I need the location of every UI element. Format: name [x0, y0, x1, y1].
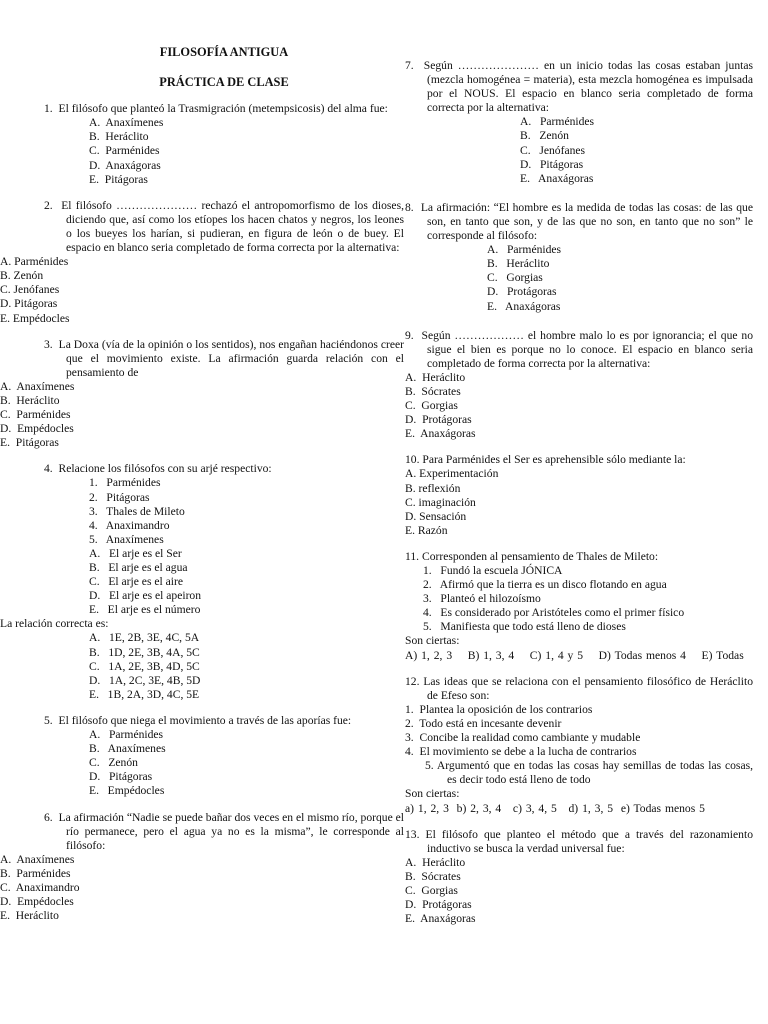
- question-text: El filósofo ………………… rechazó el antropomorfismo de los dioses, diciendo que, así como los etíopes los hacen chatos y negros, los leones o los bueyes los harían, si pudieran, en figura de león o de buey. El espacio en blanco seria completado de forma correcta por la alternativa:: [61, 198, 404, 255]
- option-e: E. Anaxágoras: [487, 299, 561, 313]
- option-d: D. Pitágoras: [520, 157, 584, 171]
- question-11: [405, 550, 753, 663]
- arche-item: B. El arje es el agua: [89, 561, 188, 574]
- question-number: 5.: [44, 713, 53, 727]
- statement-list: [405, 703, 753, 759]
- question-number: 3.: [44, 337, 53, 351]
- question-5: [44, 714, 404, 799]
- option-list: [405, 243, 753, 313]
- statement-item: 3. Concibe la realidad como cambiante y mudable: [405, 731, 641, 745]
- question-text: Según ……………… el hombre malo lo es por ignorancia; el que no sigue el bien es porque no lo conoce. El espacio en blanco seria completado de forma correcta por la alternativa:: [421, 328, 754, 370]
- philosopher-item: 5. Anaxímenes: [89, 532, 164, 546]
- question-6: [0, 810, 405, 924]
- option-d: D. Anaxágoras: [89, 158, 161, 172]
- arche-item: E. El arje es el número: [89, 603, 201, 617]
- option-c: C. Jenófanes: [520, 143, 586, 157]
- philosopher-item: 3. Thales de Mileto: [89, 504, 185, 518]
- option-list: [44, 728, 404, 798]
- answer-prompt: Son ciertas:: [405, 787, 460, 801]
- option-c: C. Anaximandro: [0, 880, 80, 894]
- question-text: Las ideas que se relaciona con el pensamiento filosófico de Heráclito de Efeso son:: [423, 674, 753, 702]
- option-b: B. 1D, 2E, 3B, 4A, 5C: [89, 645, 200, 659]
- option-e: E. Razón: [405, 523, 448, 537]
- option-b: B. reflexión: [405, 481, 461, 495]
- option-a: A. Heráclito: [405, 370, 466, 384]
- question-number: 10.: [405, 453, 420, 467]
- right-column: [405, 59, 753, 926]
- question-text: La afirmación: “El hombre es la medida de todas las cosas: de las que son, en tanto que son, y de las que no son, en tanto que no son” le corresponde al filósofo:: [420, 200, 753, 243]
- document-subtitle: PRÁCTICA DE CLASE: [159, 75, 289, 90]
- option-b: B. Sócrates: [405, 384, 461, 398]
- option-c: C. 1A, 2E, 3B, 4D, 5C: [89, 659, 200, 673]
- option-list: [405, 371, 753, 441]
- question-text: Para Parménides el Ser es aprehensible sólo mediante la:: [422, 453, 686, 467]
- arche-item: D. El arje es el apeiron: [89, 589, 202, 603]
- statement-item: 3. Planteó el hilozoísmo: [423, 592, 541, 606]
- option-a: A. 1E, 2B, 3E, 4C, 5A: [89, 631, 200, 645]
- question-text: El filósofo que planteó la Trasmigración (metempsicosis) del alma fue:: [58, 102, 388, 116]
- question-text: El filósofo que planteo el método que a través del razonamiento inductivo se busca la verdad universal fue:: [425, 827, 753, 855]
- question-number: 2.: [44, 198, 53, 212]
- option-c: C. imaginación: [405, 495, 476, 509]
- option-c: C. Parménides: [89, 144, 160, 158]
- question-text: Relacione los filósofos con su arjé respectivo:: [58, 462, 272, 476]
- question-text: La afirmación “Nadie se puede bañar dos veces en el mismo río, porque el río permanece, pero el agua ya no es la misma”, le corresponde al filósofo:: [58, 810, 405, 852]
- answer-prompt: Son ciertas:: [405, 634, 460, 648]
- question-9: [405, 329, 753, 442]
- option-c: C. Jenófanes: [0, 283, 60, 297]
- question-text: Según ………………… en un inicio todas las cosas estaban juntas (mezcla homogénea = materia), esta mezcla homogénea es impulsada por el NOUS. El espacio en blanco seria completado de forma correcta por la alternativa:: [423, 59, 754, 115]
- statement-item: 2. Todo está en incesante devenir: [405, 716, 562, 730]
- question-number: 7.: [405, 59, 414, 72]
- option-d: D. Empédocles: [0, 895, 74, 909]
- question-number: 9.: [405, 328, 414, 342]
- question-number: 13.: [405, 827, 420, 841]
- option-a: A. Parménides: [0, 255, 69, 269]
- option-d: D. Pitágoras: [0, 297, 58, 311]
- option-e: E. Empédocles: [0, 311, 70, 325]
- option-list: [405, 115, 753, 185]
- option-d: D. Sensación: [405, 509, 467, 523]
- question-number: 12.: [405, 674, 420, 688]
- option-list: [0, 852, 404, 923]
- option-d: D. Pitágoras: [89, 770, 153, 784]
- option-b: B. Parménides: [0, 866, 71, 880]
- question-4: [0, 462, 404, 702]
- option-a: A. Heráclito: [405, 855, 466, 869]
- question-text: La Doxa (vía de la opinión o los sentidos), nos engañan haciéndonos creer que el movimiento existe. La afirmación guarda relación con el pensamiento de: [58, 337, 405, 379]
- statement-item: 5. Manifiesta que todo está lleno de dioses: [423, 620, 626, 634]
- option-d: D. 1A, 2C, 3E, 4B, 5D: [89, 673, 201, 687]
- option-a: A. Experimentación: [405, 467, 499, 481]
- option-c: C. Zenón: [89, 756, 138, 770]
- option-e: E. 1B, 2A, 3D, 4C, 5E: [89, 687, 200, 701]
- option-e: E. Pitágoras: [89, 172, 148, 186]
- left-column: [0, 45, 405, 923]
- option-b: B. Heráclito: [0, 393, 60, 407]
- option-a: A. Parménides: [487, 243, 562, 257]
- option-a: A. Anaxímenes: [0, 379, 75, 393]
- question-text: Corresponden al pensamiento de Thales de Mileto:: [421, 549, 659, 563]
- option-b: B. Sócrates: [405, 869, 461, 883]
- statement-list: [405, 564, 753, 634]
- option-a: A. Anaxímenes: [89, 116, 164, 130]
- option-e: E. Anaxágoras: [405, 427, 476, 441]
- option-e: E. Anaxágoras: [405, 912, 476, 926]
- question-2: [0, 198, 404, 326]
- document-title: FILOSOFÍA ANTIGUA: [159, 45, 289, 59]
- option-e: E. Empédocles: [89, 784, 165, 798]
- question-number: 6.: [44, 810, 53, 824]
- option-d: D. Empédocles: [0, 422, 74, 436]
- question-number: 11.: [405, 549, 420, 563]
- philosopher-item: 2. Pitágoras: [89, 490, 150, 504]
- statement-item: 2. Afirmó que la tierra es un disco flotando en agua: [423, 578, 667, 592]
- option-list: [44, 116, 404, 186]
- arche-item: C. El arje es el aire: [89, 575, 183, 589]
- option-list: [405, 467, 753, 537]
- question-1: [44, 102, 404, 187]
- option-e: E. Heráclito: [0, 909, 59, 923]
- arche-item: A. El arje es el Ser: [89, 546, 182, 560]
- option-a: A. Anaxímenes: [0, 852, 75, 866]
- question-number: 4.: [44, 462, 53, 476]
- statement-item: 5. Argumentó que en todas las cosas hay semillas de todas las cosas, es decir todo está lleno de todo: [425, 759, 753, 787]
- option-d: D. Protágoras: [405, 413, 472, 427]
- option-e: E. Anaxágoras: [520, 171, 594, 185]
- option-a: A. Parménides: [520, 115, 595, 129]
- option-b: B. Zenón: [0, 269, 44, 283]
- option-a: A. Parménides: [89, 728, 164, 742]
- question-7: [405, 59, 753, 186]
- option-b: B. Heráclito: [487, 257, 550, 271]
- option-c: C. Gorgias: [405, 883, 458, 897]
- option-b: B. Anaxímenes: [89, 742, 166, 756]
- statement-item: 4. Es considerado por Aristóteles como el primer físico: [423, 606, 685, 620]
- option-list: [0, 379, 404, 450]
- option-list: [44, 631, 404, 701]
- statement-item: 1. Fundó la escuela JÓNICA: [423, 564, 563, 577]
- option-b: B. Heráclito: [89, 130, 149, 144]
- answer-alternatives: a) 1, 2, 3 b) 2, 3, 4 c) 3, 4, 5 d) 1, 3, 5 e) Todas menos 5: [405, 801, 705, 815]
- answer-alternatives: A) 1, 2, 3 B) 1, 3, 4 C) 1, 4 y 5 D) Todas menos 4 E) Todas: [405, 648, 744, 662]
- question-13: [405, 828, 753, 927]
- question-text: El filósofo que niega el movimiento a través de las aporías fue:: [58, 713, 352, 727]
- option-c: C. Parménides: [0, 408, 71, 422]
- arche-list: [44, 547, 404, 617]
- philosopher-item: 1. Parménides: [89, 476, 161, 490]
- statement-item: 4. El movimiento se debe a la lucha de contrarios: [405, 745, 637, 759]
- option-c: C. Gorgias: [405, 399, 458, 413]
- relation-prompt: La relación correcta es:: [0, 617, 109, 631]
- option-d: D. Protágoras: [405, 898, 472, 912]
- option-e: E. Pitágoras: [0, 436, 59, 450]
- question-number: 8.: [405, 200, 414, 214]
- question-10: [405, 453, 753, 538]
- question-3: [0, 337, 405, 451]
- question-8: [405, 201, 753, 314]
- question-12: [405, 675, 753, 816]
- philosopher-item: 4. Anaximandro: [89, 518, 170, 532]
- option-list: [0, 255, 404, 325]
- option-b: B. Zenón: [520, 129, 569, 143]
- question-number: 1.: [44, 102, 53, 116]
- option-list: [405, 856, 753, 926]
- statement-item: 1. Plantea la oposición de los contrarios: [405, 702, 593, 716]
- option-c: C. Gorgias: [487, 271, 543, 285]
- option-d: D. Protágoras: [487, 285, 557, 299]
- philosopher-list: [44, 476, 404, 546]
